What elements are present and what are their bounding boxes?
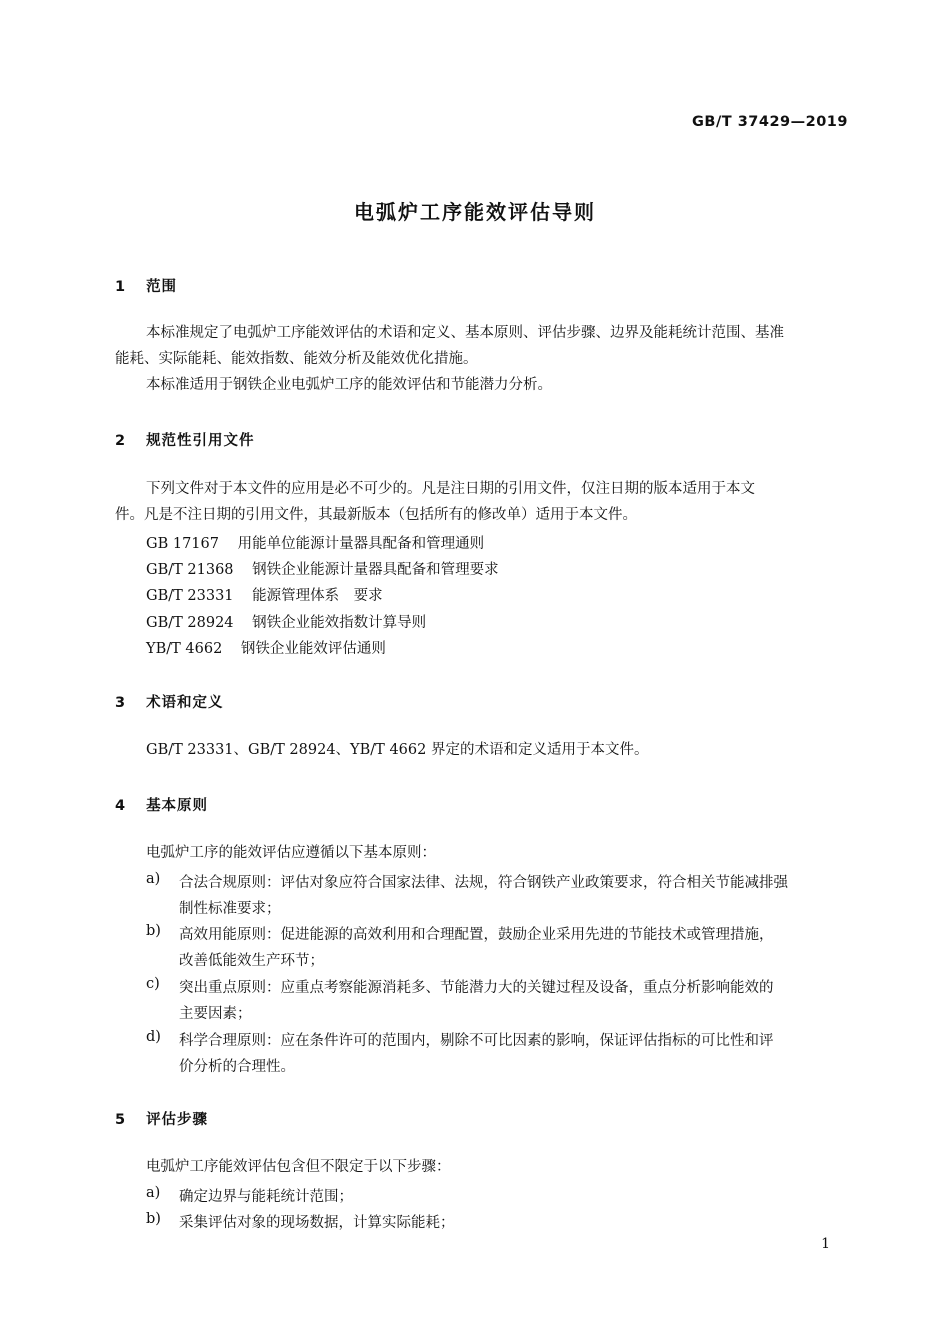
list-item-text: 采集评估对象的现场数据，计算实际能耗； xyxy=(179,1215,455,1231)
section-5-heading xyxy=(115,1108,208,1129)
section-title: 基本原则 xyxy=(146,798,209,814)
section-title: 规范性引用文件 xyxy=(146,433,255,449)
list-item-label: b) xyxy=(146,1211,161,1227)
reference-item xyxy=(146,532,484,553)
reference-code: GB/T 28924 xyxy=(146,615,234,631)
section-number: 4 xyxy=(115,798,127,814)
reference-code: GB/T 23331 xyxy=(146,588,234,604)
page-number: 1 xyxy=(821,1236,830,1252)
list-item-text-line-2: 改善低能效生产环节； xyxy=(179,953,324,969)
section-1-heading xyxy=(115,275,177,296)
reference-title: 钢铁企业能效评估通则 xyxy=(240,641,386,657)
list-item-text-line-2: 制性标准要求； xyxy=(179,901,281,917)
section-title: 范围 xyxy=(146,279,178,295)
list-item-text: 确定边界与能耗统计范围； xyxy=(179,1189,353,1205)
list-item-label: d) xyxy=(146,1029,161,1045)
s1-paragraph-2: 本标准适用于钢铁企业电弧炉工序的能效评估和节能潜力分析。 xyxy=(146,377,552,393)
s5-intro: 电弧炉工序能效评估包含但不限定于以下步骤： xyxy=(146,1159,451,1175)
reference-title: 钢铁企业能源计量器具配备和管理要求 xyxy=(252,562,499,578)
reference-title: 钢铁企业能效指数计算导则 xyxy=(252,615,427,631)
standard-code: GB/T 37429—2019 xyxy=(692,114,848,130)
reference-code: GB 17167 xyxy=(146,536,219,552)
reference-item xyxy=(146,637,386,658)
list-item-text-line-2: 主要因素； xyxy=(179,1006,252,1022)
reference-item xyxy=(146,611,426,632)
section-title: 术语和定义 xyxy=(146,695,224,711)
reference-code: GB/T 21368 xyxy=(146,562,234,578)
s2-paragraph-line-1: 下列文件对于本文件的应用是必不可少的。凡是注日期的引用文件，仅注日期的版本适用于本文 xyxy=(146,481,755,497)
reference-item xyxy=(146,584,383,605)
reference-code: YB/T 4662 xyxy=(146,641,223,657)
section-3-heading xyxy=(115,691,224,712)
section-number: 2 xyxy=(115,433,127,449)
list-item-label: a) xyxy=(146,871,161,887)
list-item-text-line-2: 价分析的合理性。 xyxy=(179,1059,295,1075)
s1-paragraph-1-line-2: 能耗、实际能耗、能效指数、能效分析及能效优化措施。 xyxy=(115,351,478,367)
list-item-text-line-1: 突出重点原则：应重点考察能源消耗多、节能潜力大的关键过程及设备，重点分析影响能效的 xyxy=(179,980,774,996)
reference-item xyxy=(146,558,499,579)
list-item-text-line-1: 高效用能原则：促进能源的高效利用和合理配置，鼓励企业采用先进的节能技术或管理措施， xyxy=(179,927,774,943)
s2-paragraph-line-2: 件。凡是不注日期的引用文件，其最新版本（包括所有的修改单）适用于本文件。 xyxy=(115,507,637,523)
s3-paragraph: GB/T 23331、GB/T 28924、YB/T 4662 界定的术语和定义适用于本文件。 xyxy=(146,742,649,758)
document-title: 电弧炉工序能效评估导则 xyxy=(354,200,596,224)
list-item-label: b) xyxy=(146,923,161,939)
list-item-label: c) xyxy=(146,976,160,992)
reference-title: 能源管理体系 要求 xyxy=(252,588,383,604)
list-item-text-line-1: 合法合规原则：评估对象应符合国家法律、法规，符合钢铁产业政策要求，符合相关节能减排强 xyxy=(179,875,788,891)
section-title: 评估步骤 xyxy=(146,1112,209,1128)
reference-title: 用能单位能源计量器具配备和管理通则 xyxy=(237,536,485,552)
section-number: 1 xyxy=(115,279,127,295)
s1-paragraph-1-line-1: 本标准规定了电弧炉工序能效评估的术语和定义、基本原则、评估步骤、边界及能耗统计范围、基准 xyxy=(146,325,784,341)
section-4-heading xyxy=(115,794,208,815)
list-item-text-line-1: 科学合理原则：应在条件许可的范围内，剔除不可比因素的影响，保证评估指标的可比性和评 xyxy=(179,1033,774,1049)
section-number: 3 xyxy=(115,695,127,711)
s4-intro: 电弧炉工序的能效评估应遵循以下基本原则： xyxy=(146,845,436,861)
section-number: 5 xyxy=(115,1112,127,1128)
section-2-heading xyxy=(115,429,255,450)
list-item-label: a) xyxy=(146,1185,161,1201)
